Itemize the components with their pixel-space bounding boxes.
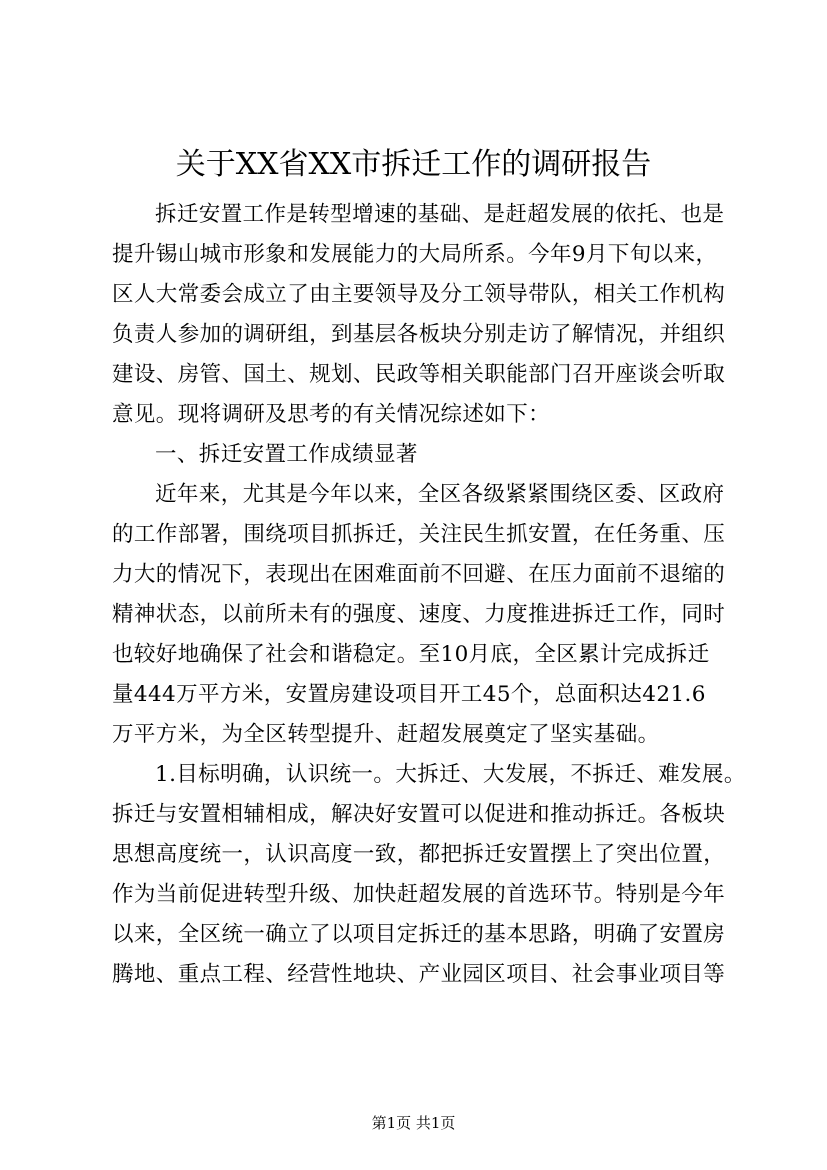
- page-footer: 第1页 共1页: [371, 1114, 456, 1132]
- paragraph-line: 的工作部署，围绕项目抓拆迁，关注民生抓安置，在任务重、压: [112, 522, 726, 547]
- paragraph-line: 拆迁与安置相辅相成，解决好安置可以促进和推动拆迁。各板块: [112, 802, 726, 827]
- paragraph-line: 腾地、重点工程、经营性地块、产业园区项目、社会事业项目等: [112, 962, 726, 987]
- paragraph-line: 意见。现将调研及思考的有关情况综述如下：: [112, 402, 551, 427]
- paragraph-line: 力大的情况下，表现出在困难面前不回避、在压力面前不退缩的: [112, 562, 726, 587]
- paragraph-line: 精神状态，以前所未有的强度、速度、力度推进拆迁工作，同时: [112, 602, 726, 627]
- paragraph-line: 1.目标明确，认识统一。大拆迁、大发展，不拆迁、难发展。: [155, 762, 746, 787]
- section-heading: 一、拆迁安置工作成绩显著: [155, 442, 418, 467]
- paragraph-line: 思想高度统一，认识高度一致，都把拆迁安置摆上了突出位置，: [112, 842, 726, 867]
- document-body: [112, 195, 746, 995]
- paragraph-line: 作为当前促进转型升级、加快赶超发展的首选环节。特别是今年: [112, 882, 726, 907]
- paragraph-line: 量444万平方米，安置房建设项目开工45个，总面积达421.6: [112, 682, 706, 707]
- paragraph-line: 拆迁安置工作是转型增速的基础、是赶超发展的依托、也是: [155, 202, 725, 227]
- paragraph-line: 负责人参加的调研组，到基层各板块分别走访了解情况，并组织: [112, 322, 726, 347]
- paragraph-line: 区人大常委会成立了由主要领导及分工领导带队，相关工作机构: [112, 282, 726, 307]
- paragraph-line: 建设、房管、国土、规划、民政等相关职能部门召开座谈会听取: [112, 362, 726, 387]
- paragraph-line: 近年来，尤其是今年以来，全区各级紧紧围绕区委、区政府: [155, 482, 725, 507]
- paragraph-line: 也较好地确保了社会和谐稳定。至10月底，全区累计完成拆迁: [112, 642, 710, 667]
- document-title: 关于XX省XX市拆迁工作的调研报告: [175, 147, 652, 182]
- paragraph-line: 万平方米，为全区转型提升、赶超发展奠定了坚实基础。: [112, 722, 660, 747]
- paragraph-line: 以来，全区统一确立了以项目定拆迁的基本思路，明确了安置房: [112, 922, 726, 947]
- paragraph-line: 提升锡山城市形象和发展能力的大局所系。今年9月下旬以来，: [112, 242, 718, 267]
